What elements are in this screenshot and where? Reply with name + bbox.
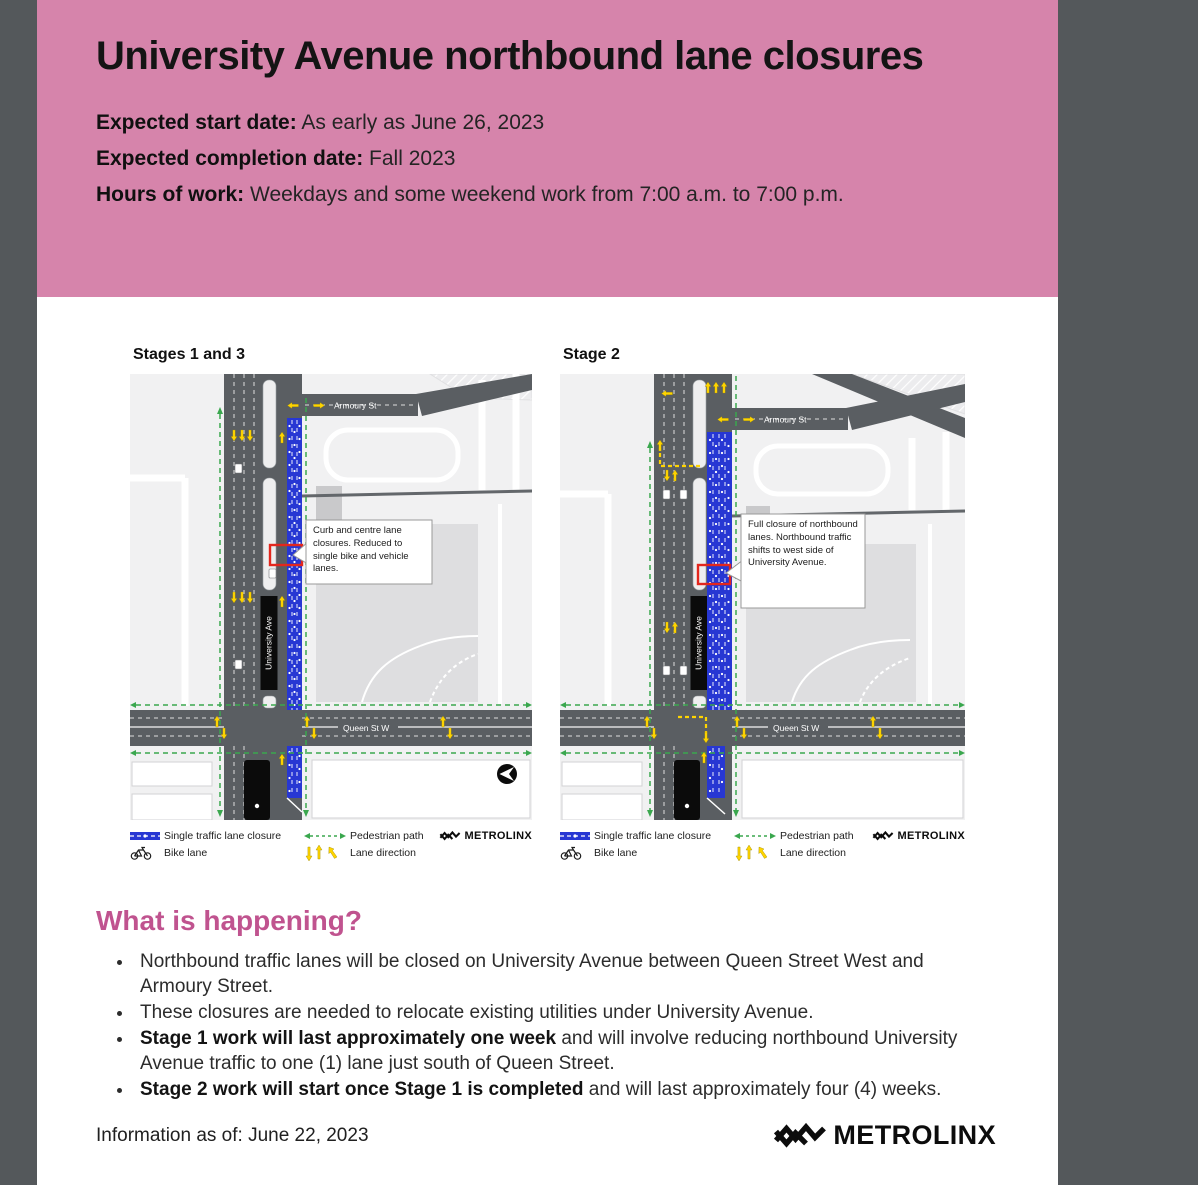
queen-street-road (130, 710, 532, 746)
map-legend (560, 827, 965, 861)
lane-closure-icon (130, 830, 164, 842)
metrolinx-glyph-icon (439, 830, 461, 842)
page-footer (96, 1120, 996, 1151)
map-stage-2 (560, 346, 965, 861)
map-image-stage-1-3 (130, 374, 532, 820)
metrolinx-glyph-icon (774, 1121, 826, 1151)
stage-maps (130, 346, 1058, 861)
bullet-item: • Stage 2 work will start once Stage 1 is completed and will last approximately four (4) weeks. (134, 1077, 998, 1102)
university-ave-label: University Ave (263, 616, 274, 670)
bike-lane-icon (560, 846, 594, 860)
meta-start-date: Expected start date: As early as June 26, 2023 (96, 111, 545, 134)
pedestrian-path-icon (304, 831, 350, 841)
legend-direction-label: Lane direction (780, 846, 846, 859)
bullet-item: • Stage 1 work will last approximately one week and will involve reducing northbound University Avenue traffic to one (1) lane just south of Queen Street. (134, 1026, 998, 1076)
armoury-street-label: Armoury St (764, 414, 807, 425)
legend-pedestrian-label: Pedestrian path (780, 829, 854, 842)
metrolinx-logo: METROLINX (774, 1120, 996, 1151)
callout-text-stage13: Curb and centre lane closures. Reduced to single bike and vehicle lanes. (313, 525, 409, 575)
document-page (37, 0, 1058, 1185)
map-title-stage-1-3: Stages 1 and 3 (133, 346, 246, 363)
callout-text-stage2: Full closure of northbound lanes. Northbound traffic shifts to west side of University Avenue. (748, 519, 858, 569)
pedestrian-path-icon (734, 831, 780, 841)
queen-street-label: Queen St W (343, 723, 390, 733)
bullet-list (134, 949, 998, 1102)
map-stage-1-3 (130, 346, 532, 861)
lane-closure-icon (560, 830, 594, 842)
metrolinx-glyph-icon (872, 830, 894, 842)
legend-lane-closure-label: Single traffic lane closure (164, 829, 282, 842)
bullet-item: • These closures are needed to relocate existing utilities under University Avenue. (134, 1000, 998, 1025)
legend-direction-label: Lane direction (350, 846, 416, 859)
bike-lane-icon (130, 846, 164, 860)
what-is-happening-section (96, 905, 998, 1102)
metrolinx-logo-small: METROLINX (872, 830, 965, 842)
map-image-stage-2 (560, 374, 965, 820)
lane-direction-icon (304, 845, 350, 861)
map-legend (130, 827, 532, 861)
info-as-of-date: Information as of: June 22, 2023 (96, 1124, 369, 1146)
meta-hours: Hours of work: Weekdays and some weekend work from 7:00 a.m. to 7:00 p.m. (96, 183, 844, 206)
armoury-street-label: Armoury St (334, 400, 377, 411)
page-title: University Avenue northbound lane closures (96, 34, 924, 78)
section-heading: What is happening? (96, 905, 362, 936)
lane-direction-icon (734, 845, 780, 861)
legend-pedestrian-label: Pedestrian path (350, 829, 424, 842)
map-title-stage-2: Stage 2 (563, 346, 620, 363)
metrolinx-logo-small: METROLINX (439, 830, 532, 842)
meta-completion-date: Expected completion date: Fall 2023 (96, 147, 456, 170)
queen-street-label: Queen St W (773, 723, 820, 733)
university-ave-label: University Ave (693, 616, 704, 670)
legend-lane-closure-label: Single traffic lane closure (594, 829, 712, 842)
queen-street-road (560, 710, 965, 746)
notice-meta (96, 105, 998, 213)
legend-bike-label: Bike lane (164, 846, 208, 859)
legend-bike-label: Bike lane (594, 846, 638, 859)
bullet-item: • Northbound traffic lanes will be closed on University Avenue between Queen Street West and Armoury Street. (134, 949, 998, 999)
notice-banner (37, 0, 1058, 297)
north-arrow-icon (497, 764, 517, 784)
